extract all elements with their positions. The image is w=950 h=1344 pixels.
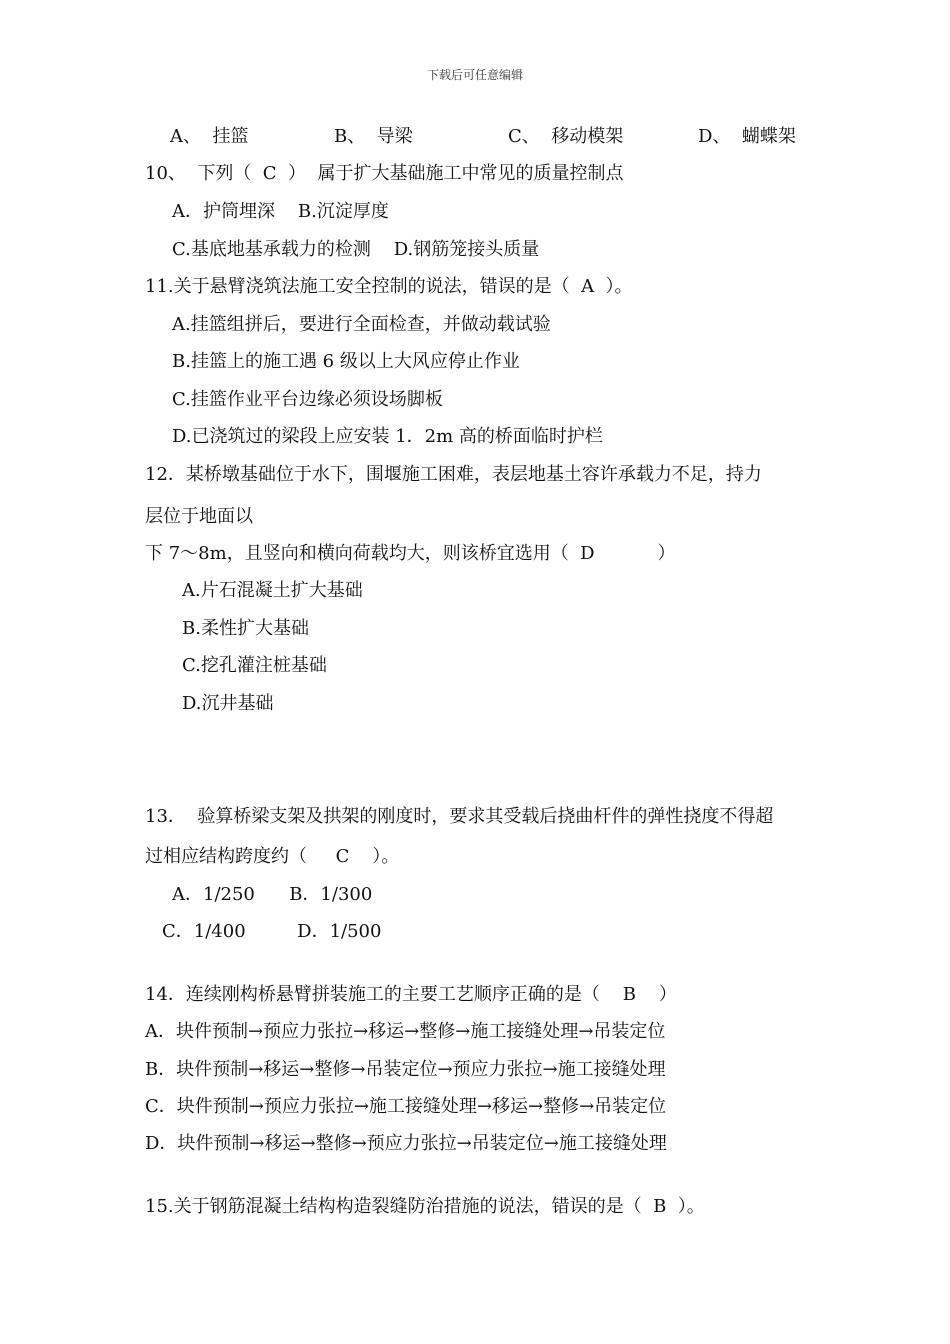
- q12-stem-line3: 下 7～8m，且竖向和横向荷载均大，则该桥宜选用（ D ）: [145, 543, 676, 564]
- q10-options-ab: A．护筒埋深 B.沉淀厚度: [172, 201, 389, 222]
- q11-option-a: A.挂篮组拼后，要进行全面检查，并做动载试验: [172, 314, 551, 335]
- q13-stem-line1: 13． 验算桥梁支架及拱架的刚度时，要求其受载后挠曲杆件的弹性挠度不得超: [145, 806, 774, 827]
- q11-option-b: B.挂篮上的施工遇 6 级以上大风应停止作业: [172, 351, 520, 372]
- q9-option-a: A、 挂篮: [170, 126, 249, 147]
- q14-option-c: C．块件预制→预应力张拉→施工接缝处理→移运→整修→吊装定位: [145, 1096, 667, 1117]
- q14-option-a: A．块件预制→预应力张拉→移运→整修→施工接缝处理→吊装定位: [145, 1021, 666, 1042]
- q10-options-cd: C.基底地基承载力的检测 D.钢筋笼接头质量: [172, 239, 540, 260]
- q14-stem: 14．连续刚构桥悬臂拼装施工的主要工艺顺序正确的是（ B ）: [145, 984, 677, 1005]
- q14-option-d: D．块件预制→移运→整修→预应力张拉→吊装定位→施工接缝处理: [145, 1133, 667, 1154]
- q13-stem-line2: 过相应结构跨度约（ C ）。: [145, 846, 400, 867]
- q12-option-b: B.柔性扩大基础: [182, 618, 309, 639]
- q10-stem: 10、 下列（ C ） 属于扩大基础施工中常见的质量控制点: [145, 163, 624, 184]
- q11-option-d: D.已浇筑过的梁段上应安装 1．2m 高的桥面临时护栏: [172, 426, 603, 447]
- q9-option-d: D、 蝴蝶架: [698, 126, 796, 147]
- q11-option-c: C.挂篮作业平台边缘必须设场脚板: [172, 389, 443, 410]
- q11-stem: 11.关于悬臂浇筑法施工安全控制的说法，错误的是（ A ）。: [145, 276, 633, 297]
- q15-stem: 15.关于钢筋混凝土结构构造裂缝防治措施的说法，错误的是（ B ）。: [145, 1196, 705, 1217]
- q12-stem-line2: 层位于地面以: [145, 506, 253, 527]
- q14-option-b: B．块件预制→移运→整修→吊装定位→预应力张拉→施工接缝处理: [145, 1059, 666, 1080]
- q12-option-a: A.片石混凝土扩大基础: [182, 580, 363, 601]
- page-header: 下载后可任意编辑: [426, 68, 523, 82]
- q9-option-c: C、 移动模架: [508, 126, 624, 147]
- q13-options-cd: C．1/400 D．1/500: [162, 921, 382, 942]
- q13-options-ab: A．1/250 B．1/300: [172, 884, 373, 905]
- q12-option-c: C.挖孔灌注桩基础: [182, 655, 327, 676]
- q12-option-d: D.沉井基础: [182, 693, 274, 714]
- q12-stem-line1: 12．某桥墩基础位于水下，围堰施工困难，表层地基土容许承载力不足，持力: [145, 464, 762, 485]
- q9-option-b: B、 导梁: [334, 126, 413, 147]
